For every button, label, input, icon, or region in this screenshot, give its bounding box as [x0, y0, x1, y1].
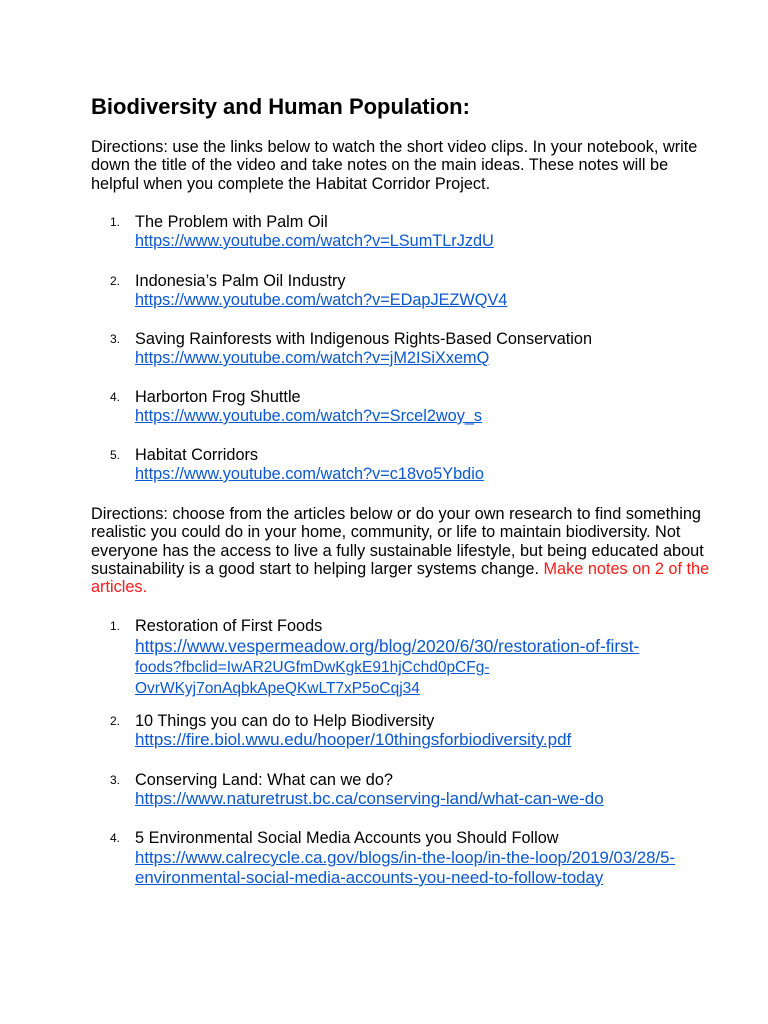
article-link[interactable]: https://www.naturetrust.bc.ca/conserving-land/what-can-we-do — [135, 789, 604, 808]
list-number: 4. — [110, 831, 121, 845]
video-link[interactable]: https://www.youtube.com/watch?v=LSumTLrJzdU — [135, 232, 494, 250]
article-title: 5 Environmental Social Media Accounts you Should Follow — [135, 829, 559, 847]
article-link-line-1: https://www.vespermeadow.org/blog/2020/6/30/restoration-of-first- — [135, 636, 640, 656]
video-title: The Problem with Palm Oil — [135, 213, 328, 231]
article-directions-highlight: Make notes on 2 of the articles. — [91, 559, 710, 597]
video-link[interactable]: https://www.youtube.com/watch?v=EDapJEZWQV4 — [135, 291, 508, 309]
list-number: 5. — [110, 448, 121, 462]
video-title: Indonesia’s Palm Oil Industry — [135, 272, 346, 290]
video-link[interactable]: https://www.youtube.com/watch?v=c18vo5Ybdio — [135, 465, 484, 483]
list-number: 2. — [110, 274, 121, 288]
list-number: 1. — [110, 215, 121, 229]
article-title: 10 Things you can do to Help Biodiversity — [135, 712, 435, 730]
list-number: 1. — [110, 619, 121, 633]
list-number: 3. — [110, 332, 121, 346]
list-number: 4. — [110, 390, 121, 404]
article-directions — [91, 505, 711, 596]
article-link[interactable]: https://fire.biol.wwu.edu/hooper/10thingsforbiodiversity.pdf — [135, 730, 572, 749]
video-title: Habitat Corridors — [135, 446, 259, 464]
article-directions-text: Directions: choose from the articles below or do your own research to find something realistic you could do in your home, community, or life to maintain biodiversity. Not everyone has the access to live a fully sustainable lifestyle, but being educated about sustainability is a good start to helping larger systems change. — [91, 505, 704, 578]
article-title: Restoration of First Foods — [135, 617, 323, 635]
list-number: 3. — [110, 773, 121, 787]
video-link[interactable]: https://www.youtube.com/watch?v=Srcel2woy_s — [135, 407, 483, 425]
video-directions: Directions: use the links below to watch the short video clips. In your notebook, write down the title of the video and take notes on the main ideas. These notes will be helpful when you complete the Habitat Corridor Project. — [91, 138, 698, 193]
video-title: Saving Rainforests with Indigenous Rights-Based Conservation — [135, 330, 593, 348]
page-title: Biodiversity and Human Population: — [91, 94, 470, 119]
article-title: Conserving Land: What can we do? — [135, 771, 393, 789]
article-link-line-2: foods?fbclid=IwAR2UGfmDwKgkE91hjCchd0pCFg-OvrWKyj7onAqbkApeQKwLT7xP5oCqj34 — [135, 659, 490, 697]
article-link[interactable] — [135, 636, 695, 699]
list-number: 2. — [110, 714, 121, 728]
video-title: Harborton Frog Shuttle — [135, 388, 301, 406]
video-link[interactable]: https://www.youtube.com/watch?v=jM2ISiXxemQ — [135, 349, 490, 367]
article-link[interactable]: https://www.calrecycle.ca.gov/blogs/in-the-loop/in-the-loop/2019/03/28/5-environmental-social-media-accounts-you-need-to-follow-today — [135, 848, 676, 887]
